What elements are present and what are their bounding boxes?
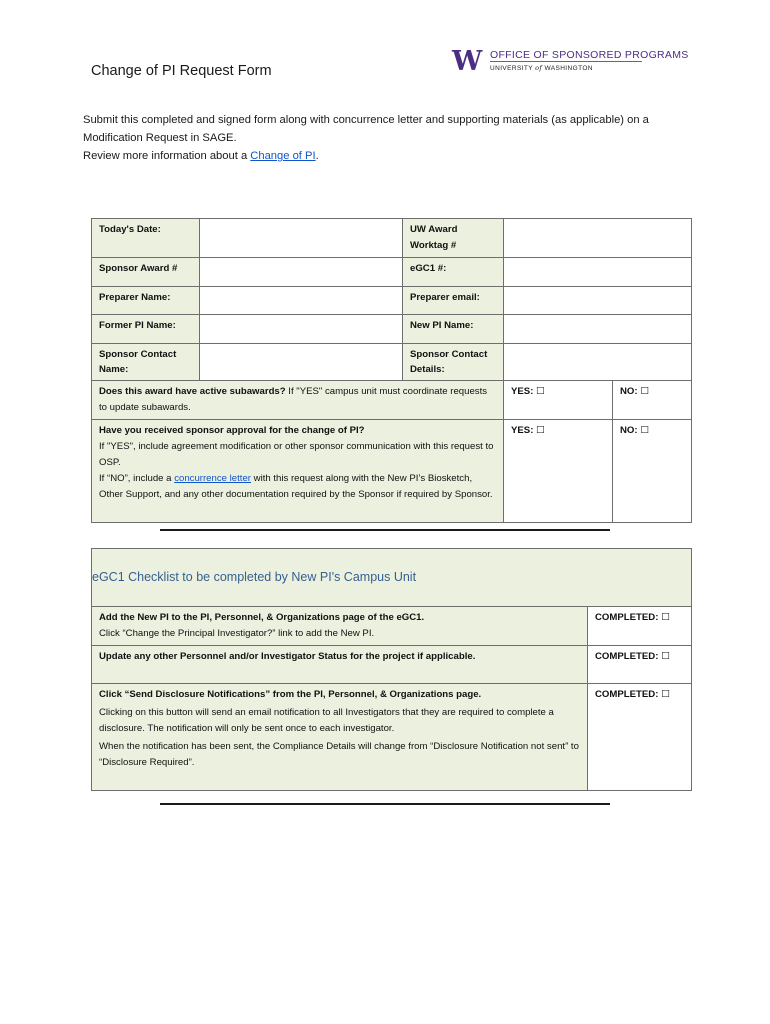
checklist-item-1-completed-checkbox[interactable]: COMPLETED: ☐ xyxy=(588,607,692,646)
sponsor-contact-name-field[interactable] xyxy=(200,344,403,381)
intro-text xyxy=(83,111,673,165)
approval-no-checkbox[interactable]: NO: ☐ xyxy=(613,420,692,523)
request-info-table xyxy=(91,218,692,523)
egc1-label: eGC1 #: xyxy=(403,258,504,287)
subawards-no-checkbox[interactable]: NO: ☐ xyxy=(613,381,692,420)
sponsor-contact-name-label: Sponsor Contact Name: xyxy=(92,344,200,381)
todays-date-label: Today's Date: xyxy=(92,219,200,258)
checklist-item-3-note-2: When the notification has been sent, the Compliance Details will change from “Disclosure Notification not sent” to “Disclosure Required”. xyxy=(99,741,579,768)
former-pi-label: Former PI Name: xyxy=(92,315,200,344)
subawards-question: Does this award have active subawards? If "YES" campus unit must coordinate requests to update subawards. xyxy=(92,381,504,420)
checklist-item-3 xyxy=(92,684,588,791)
worktag-field[interactable] xyxy=(504,219,692,258)
todays-date-field[interactable] xyxy=(200,219,403,258)
checklist-item-3-title: Click “Send Disclosure Notifications” from the PI, Personnel, & Organizations page. xyxy=(99,689,482,700)
sponsor-contact-details-label: Sponsor Contact Details: xyxy=(403,344,504,381)
logo-rule xyxy=(490,61,642,62)
checklist-item-2 xyxy=(92,646,588,684)
approval-no-instructions: If “NO”, include a concurrence letter with this request along with the New PI’s Biosketch, Other Support, and any other documentation required by the Sponsor if required by Sponsor. xyxy=(99,473,493,500)
checklist-item-3-note-1: Clicking on this button will send an email notification to all Investigators that they are required to complete a disclosure. The notification will only be sent once to each investigator. xyxy=(99,707,554,734)
change-of-pi-link[interactable]: Change of PI xyxy=(250,150,316,162)
sponsor-approval-question xyxy=(92,420,504,523)
checklist-item-1-title: Add the New PI to the PI, Personnel, & Organizations page of the eGC1. xyxy=(99,612,425,623)
approval-yes-instructions: If "YES", include agreement modification or other sponsor communication with this request to OSP. xyxy=(99,441,494,468)
subawards-yes-checkbox[interactable]: YES: ☐ xyxy=(504,381,613,420)
new-pi-field[interactable] xyxy=(504,315,692,344)
sponsor-contact-details-field[interactable] xyxy=(504,344,692,381)
worktag-label: UW Award Worktag # xyxy=(403,219,504,258)
checklist-item-1-note: Click “Change the Principal Investigator?” link to add the New PI. xyxy=(99,628,375,639)
page-title: Change of PI Request Form xyxy=(91,63,272,79)
sponsor-award-field[interactable] xyxy=(200,258,403,287)
checklist-title: eGC1 Checklist to be completed by New PI's Campus Unit xyxy=(92,569,417,584)
preparer-email-label: Preparer email: xyxy=(403,287,504,315)
intro-line-2: Review more information about a Change of PI. xyxy=(83,150,319,162)
checklist-title-cell xyxy=(92,549,692,607)
preparer-name-label: Preparer Name: xyxy=(92,287,200,315)
checklist-item-2-completed-checkbox[interactable]: COMPLETED: ☐ xyxy=(588,646,692,684)
checklist-item-3-completed-checkbox[interactable]: COMPLETED: ☐ xyxy=(588,684,692,791)
preparer-name-field[interactable] xyxy=(200,287,403,315)
sponsor-award-label: Sponsor Award # xyxy=(92,258,200,287)
egc1-field[interactable] xyxy=(504,258,692,287)
intro-line-1: Submit this completed and signed form along with concurrence letter and supporting materials (as applicable) on a Modification Request in SAGE. xyxy=(83,114,649,144)
section-divider xyxy=(160,529,610,531)
logo-office-name: OFFICE OF SPONSORED PROGRAMS xyxy=(490,49,689,61)
logo-university-name: UNIVERSITY of WASHINGTON xyxy=(490,64,593,72)
uw-osp-logo xyxy=(452,46,689,78)
egc1-checklist-table xyxy=(91,548,692,791)
concurrence-letter-link[interactable]: concurrence letter xyxy=(174,473,251,484)
uw-w-icon: W xyxy=(452,46,483,77)
checklist-item-1 xyxy=(92,607,588,646)
approval-yes-checkbox[interactable]: YES: ☐ xyxy=(504,420,613,523)
former-pi-field[interactable] xyxy=(200,315,403,344)
section-divider-bottom xyxy=(160,803,610,805)
preparer-email-field[interactable] xyxy=(504,287,692,315)
approval-question-text: Have you received sponsor approval for the change of PI? xyxy=(99,425,365,436)
checklist-item-2-title: Update any other Personnel and/or Investigator Status for the project if applicable. xyxy=(99,651,476,662)
new-pi-label: New PI Name: xyxy=(403,315,504,344)
